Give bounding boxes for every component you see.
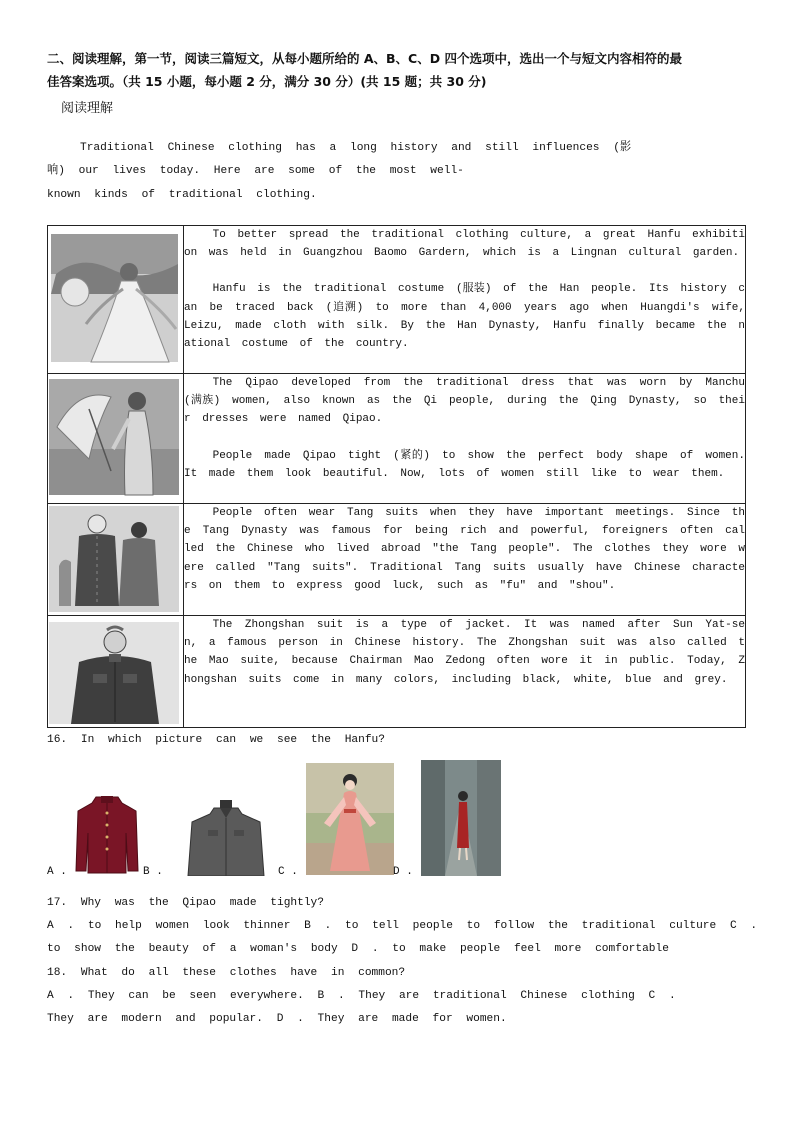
q18-stem: 18. What do all these clothes have in common? [47,967,406,979]
heading-line-2: 佳答案选项。（共 15 小题，每小题 2 分，满分 30 分）(共 15 题；共 30 分) [47,74,487,89]
zhongshan-paragraph: The Zhongshan suit is a type of jacket. It was named after Sun Yat-sen, a famous person in Chinese history. The Zhongshan suit was also called the Mao suite, because Chairman Mao Zedong often wore it in public. Today, Zhongshan suits come in many colors, including black, white, blue and grey. [184,619,745,686]
section-heading [47,47,747,93]
table-image-cell [48,504,184,616]
intro-line-1: Traditional Chinese clothing has a long history and still influences (影 [80,142,632,154]
hanfu-paragraph-2: Hanfu is the traditional costume (服装) of the Han people. Its history can be traced back (追溯) to more than 4,000 years ago when Huangdi's wife, Leizu, made cloth with silk. By the Han Dynasty, Hanfu finally became the national costume of the country. [184,283,745,351]
intro-line-3: known kinds of traditional clothing. [47,189,317,201]
q16-stem: 16. In which picture can we see the Hanfu? [47,734,385,746]
grey-zhongshan-suit-icon [186,800,266,876]
table-image-cell [48,226,184,374]
q16-option-c-label: C . [278,866,298,878]
table-row-tang-suit [48,504,746,616]
woman-in-qipao-street-photo [421,760,501,876]
hanfu-woman-photo [51,234,183,364]
table-text-cell [184,504,746,616]
qipao-paragraph-2: People made Qipao tight (紧的) to show the perfect body shape of women. It made them look beautiful. Now, lots of women still like to wear them. [184,449,745,480]
qipao-paragraph-1: The Qipao developed from the traditional dress that was worn by Manchu (满族) women, also known as the Qi people, during the Qing Dynasty, so their dresses were named Qipao. [184,377,745,426]
q17-options-line-1: A . to help women look thinner B . to tell people to follow the traditional culture C . [47,920,758,932]
table-text-cell [184,616,746,728]
table-image-cell [48,616,184,728]
q17-options-line-2: to show the beauty of a woman's body D . to make people feel more comfortable [47,943,669,955]
clothing-table [47,225,746,728]
table-row-qipao [48,374,746,504]
table-text-cell [184,374,746,504]
reading-subtitle: 阅读理解 [61,101,114,116]
table-text-cell [184,226,746,374]
heading-line-1: 二、阅读理解，第一节，阅读三篇短文，从每小题所给的 A、B、C、D 四个选项中，选出一个与短文内容相符的最 [47,51,682,66]
zhongshan-suit-man-photo [49,622,181,726]
q18-options-line-1: A . They can be seen everywhere. B . They are traditional Chinese clothing C . [47,990,676,1002]
tang-suit-couple-photo [49,506,181,614]
q16-option-a-label: A . [47,866,67,878]
q17-stem: 17. Why was the Qipao made tightly? [47,897,324,909]
table-row-hanfu [48,226,746,374]
q16-option-d-label: D . [393,866,413,878]
girl-in-hanfu-photo [306,763,394,875]
hanfu-paragraph-1: To better spread the traditional clothing culture, a great Hanfu exhibition was held in Guangzhou Baomo Gardern, which is a Lingnan cultural garden. [184,229,745,260]
q18-options-line-2: They are modern and popular. D . They are made for women. [47,1013,507,1025]
red-tang-jacket-icon [74,793,140,875]
intro-line-2: 响) our lives today. Here are some of the most well- [47,165,464,177]
table-image-cell [48,374,184,504]
q16-option-b-label: B . [143,866,163,878]
tang-suit-paragraph: People often wear Tang suits when they have important meetings. Since the Tang Dynasty was famous for being rich and powerful, foreigners often called the Chinese who lived abroad "the Tang people". The clothes they wore were called "Tang suits". Traditional Tang suits usually have Chinese characters on them to express good luck, such as "fu" and "shou". [184,507,745,592]
table-row-zhongshan-suit [48,616,746,728]
qipao-woman-umbrella-photo [49,379,181,497]
